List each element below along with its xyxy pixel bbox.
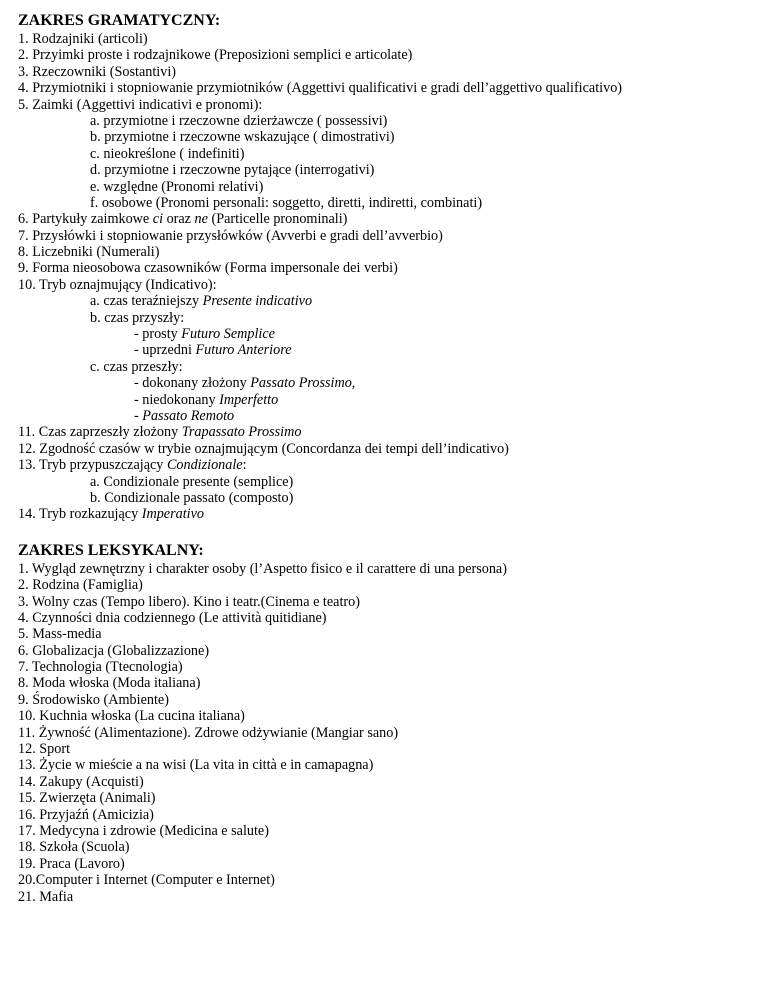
item-italic-term: Imperativo xyxy=(141,506,204,523)
item-text: f. osobowe (Pronomi personali: soggetto, diretti, indiretti, combinati) xyxy=(90,194,483,211)
item-text: 7. Przysłówki i stopniowanie przysłówków (Avverbi e gradi dell’avverbio) xyxy=(18,227,443,244)
item-text: 17. Medycyna i zdrowie (Medicina e salute) xyxy=(18,822,269,839)
item-text: a. czas teraźniejszy xyxy=(90,293,203,310)
item-text: b. przymiotne i rzeczowne wskazujące ( dimostrativi) xyxy=(90,129,395,146)
item-text: 4. Czynności dnia codziennego (Le attività quitidiane) xyxy=(18,609,327,626)
grammar-item xyxy=(18,162,758,178)
item-text: 14. Tryb rozkazujący xyxy=(18,506,142,523)
item-text: - uprzedni xyxy=(134,342,196,359)
item-italic-term: Futuro Semplice xyxy=(181,326,275,343)
item-text: d. przymiotne i rzeczowne pytające (interrogativi) xyxy=(90,162,375,179)
lexis-item xyxy=(18,708,758,724)
item-text: 1. Rodzajniki (articoli) xyxy=(18,31,148,47)
grammar-item xyxy=(18,244,758,260)
grammar-item xyxy=(18,310,758,326)
grammar-item xyxy=(18,375,758,391)
item-text: - xyxy=(134,407,143,424)
lexis-item xyxy=(18,577,758,593)
grammar-item xyxy=(18,129,758,145)
grammar-item xyxy=(18,97,758,113)
item-text: 20.Computer i Internet (Computer e Internet) xyxy=(18,872,275,889)
lexis-item xyxy=(18,839,758,855)
lexis-list xyxy=(18,561,758,905)
grammar-item xyxy=(18,47,758,63)
item-text: 3. Rzeczowniki (Sostantivi) xyxy=(18,63,177,80)
item-text-part: : xyxy=(242,457,247,474)
item-text: b. Condizionale passato (composto) xyxy=(90,489,294,506)
item-text: e. względne (Pronomi relativi) xyxy=(90,178,264,195)
grammar-item xyxy=(18,506,758,522)
lexis-item xyxy=(18,774,758,790)
item-text: 16. Przyjaźń (Amicizia) xyxy=(18,806,154,823)
item-text: - dokonany złożony xyxy=(134,375,251,392)
item-text-part: (Particelle pronominali) xyxy=(207,211,348,228)
grammar-item xyxy=(18,474,758,490)
grammar-item xyxy=(18,146,758,162)
document xyxy=(18,11,758,905)
grammar-item xyxy=(18,31,758,47)
item-text: a. przymiotne i rzeczowne dzierżawcze ( possessivi) xyxy=(90,112,388,129)
grammar-item xyxy=(18,211,758,227)
grammar-item xyxy=(18,228,758,244)
lexis-item xyxy=(18,594,758,610)
item-text: 3. Wolny czas (Tempo libero). Kino i teatr.(Cinema e teatro) xyxy=(18,593,360,610)
item-text: 9. Forma nieosobowa czasowników (Forma impersonale dei verbi) xyxy=(18,260,398,277)
item-text: 18. Szkoła (Scuola) xyxy=(18,839,130,856)
item-text: 12. Zgodność czasów w trybie oznajmującym (Concordanza dei tempi dell’indicativo) xyxy=(18,440,509,457)
item-text: 2. Przyimki proste i rodzajnikowe (Preposizioni semplici e articolate) xyxy=(18,47,413,64)
lexis-heading: ZAKRES LEKSYKALNY: xyxy=(18,541,204,559)
grammar-item xyxy=(18,326,758,342)
item-italic-term: Passato Remoto xyxy=(142,407,235,424)
item-text: 4. Przymiotniki i stopniowanie przymiotników (Aggettivi qualificativi e gradi dell’aggettivo qualificativo) xyxy=(18,80,623,97)
item-italic-term: Presente indicativo xyxy=(202,293,313,310)
grammar-item xyxy=(18,80,758,96)
item-italic-term: Passato Prossimo xyxy=(250,375,352,392)
item-text: 21. Mafia xyxy=(18,888,74,905)
item-text: c. nieokreślone ( indefiniti) xyxy=(90,145,245,162)
item-text-part: oraz xyxy=(163,211,195,228)
section-gap xyxy=(18,523,758,541)
item-italic-term: ne xyxy=(194,211,208,228)
lexis-item xyxy=(18,790,758,806)
item-text: 7. Technologia (Ttecnologia) xyxy=(18,659,183,676)
lexis-item xyxy=(18,823,758,839)
lexis-item xyxy=(18,561,758,577)
lexis-item xyxy=(18,757,758,773)
lexis-item xyxy=(18,872,758,888)
grammar-item xyxy=(18,277,758,293)
lexis-item xyxy=(18,610,758,626)
lexis-item xyxy=(18,643,758,659)
item-text: - niedokonany xyxy=(134,391,220,408)
lexis-item xyxy=(18,626,758,642)
lexis-item xyxy=(18,692,758,708)
grammar-item xyxy=(18,64,758,80)
item-text: 6. Globalizacja (Globalizzazione) xyxy=(18,642,210,659)
item-text: 2. Rodzina (Famiglia) xyxy=(18,577,143,594)
grammar-heading: ZAKRES GRAMATYCZNY: xyxy=(18,12,221,29)
item-text: 15. Zwierzęta (Animali) xyxy=(18,790,156,807)
item-text: 8. Moda włoska (Moda italiana) xyxy=(18,675,201,692)
item-text: 9. Środowisko (Ambiente) xyxy=(18,691,169,708)
item-italic-term: Condizionale xyxy=(166,457,243,474)
grammar-item xyxy=(18,441,758,457)
grammar-item xyxy=(18,392,758,408)
item-italic-term: Imperfetto xyxy=(219,391,279,408)
item-italic-term: Futuro Anteriore xyxy=(195,342,292,359)
item-text: 5. Mass-media xyxy=(18,626,102,643)
item-text: 11. Czas zaprzeszły złożony xyxy=(18,424,182,441)
grammar-list xyxy=(18,31,758,523)
lexis-item xyxy=(18,725,758,741)
item-text-part: , xyxy=(351,375,356,392)
item-text: 8. Liczebniki (Numerali) xyxy=(18,244,160,261)
item-text: a. Condizionale presente (semplice) xyxy=(90,473,294,490)
item-text: b. czas przyszły: xyxy=(90,309,185,326)
grammar-item xyxy=(18,359,758,375)
item-text: 14. Zakupy (Acquisti) xyxy=(18,773,144,790)
item-text: 12. Sport xyxy=(18,741,71,758)
lexis-item xyxy=(18,741,758,757)
lexis-item xyxy=(18,807,758,823)
item-text: 5. Zaimki (Aggettivi indicativi e pronomi): xyxy=(18,96,263,113)
grammar-item xyxy=(18,424,758,440)
grammar-item xyxy=(18,260,758,276)
item-italic-term: Trapassato Prossimo xyxy=(181,424,302,441)
grammar-item xyxy=(18,113,758,129)
grammar-item xyxy=(18,195,758,211)
item-text: 13. Życie w mieście a na wisi (La vita in città e in camapagna) xyxy=(18,757,374,774)
item-text: 1. Wygląd zewnętrzny i charakter osoby (l’Aspetto fisico e il carattere di una persona) xyxy=(18,560,507,577)
item-text: c. czas przeszły: xyxy=(90,358,183,375)
item-text: - prosty xyxy=(134,326,182,343)
item-text: 10. Kuchnia włoska (La cucina italiana) xyxy=(18,708,245,725)
item-text: 11. Żywność (Alimentazione). Zdrowe odżywianie (Mangiar sano) xyxy=(18,724,399,741)
lexis-item xyxy=(18,889,758,905)
grammar-item xyxy=(18,490,758,506)
grammar-item xyxy=(18,457,758,473)
item-text: 19. Praca (Lavoro) xyxy=(18,855,125,872)
item-italic-term: ci xyxy=(152,211,164,228)
lexis-item xyxy=(18,856,758,872)
item-text: 13. Tryb przypuszczający xyxy=(18,457,167,474)
grammar-item xyxy=(18,293,758,309)
item-text: 10. Tryb oznajmujący (Indicativo): xyxy=(18,276,217,293)
lexis-item xyxy=(18,659,758,675)
lexis-item xyxy=(18,675,758,691)
grammar-item xyxy=(18,179,758,195)
item-text: 6. Partykuły zaimkowe xyxy=(18,211,153,228)
grammar-item xyxy=(18,408,758,424)
grammar-item xyxy=(18,342,758,358)
